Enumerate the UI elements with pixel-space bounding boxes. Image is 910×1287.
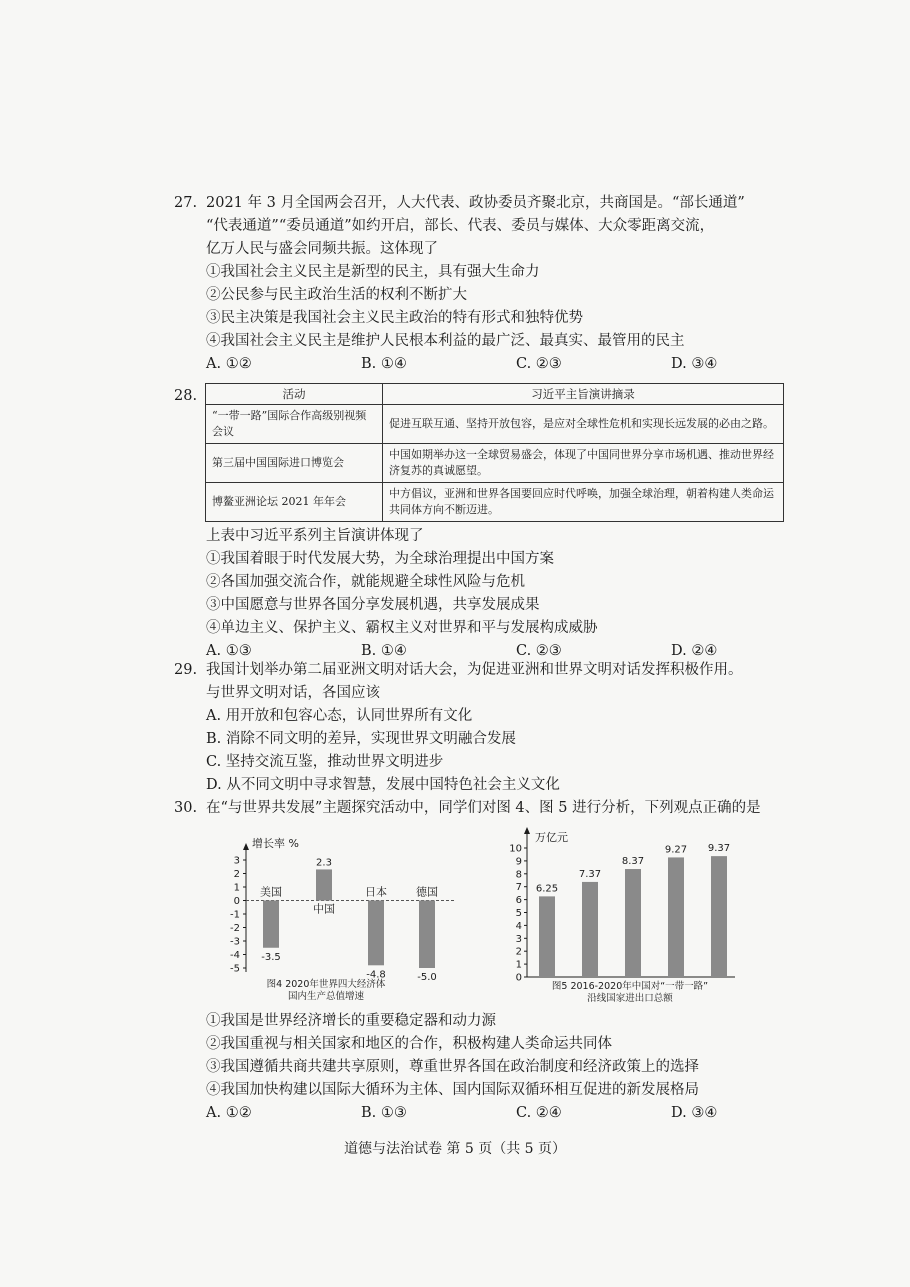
statement: ④我国社会主义民主是维护人民根本利益的最广泛、最真实、最管用的民主 — [206, 333, 685, 349]
option-a[interactable]: A. ①② — [206, 1105, 252, 1121]
table-cell: 博鳌亚洲论坛 2021 年年会 — [206, 483, 383, 522]
table-cell: 中方倡议，亚洲和世界各国要回应时代呼唤，加强全球治理，朝着构建人类命运共同体方向不断迈进。 — [383, 483, 784, 522]
speech-table — [205, 383, 784, 522]
page-footer: 道德与法治试卷 第 5 页（共 5 页） — [343, 1141, 567, 1157]
y-tick-label: 3 — [515, 933, 522, 945]
table-cell: 中国如期举办这一全球贸易盛会，体现了中国同世界分享市场机遇、推动世界经济复苏的真诚愿望。 — [383, 444, 784, 483]
option-a[interactable]: A. 用开放和包容心态，认同世界所有文化 — [206, 708, 473, 724]
statement: ④单边主义、保护主义、霸权主义对世界和平与发展构成威胁 — [206, 620, 598, 636]
question-30 — [174, 797, 834, 820]
option-b[interactable]: B. ①③ — [361, 1105, 407, 1121]
statement: ③中国愿意与世界各国分享发展机遇，共享发展成果 — [206, 597, 540, 613]
y-tick-label: 10 — [509, 843, 522, 855]
value-label: 7.37 — [578, 868, 602, 880]
y-tick-label: 5 — [515, 908, 522, 919]
question-stem: 在“与世界共发展”主题探究活动中，同学们对图 4、图 5 进行分析，下列观点正确的是 — [206, 800, 761, 816]
value-label: 2.3 — [316, 857, 332, 869]
table-row — [206, 444, 784, 483]
option-d[interactable]: D. ③④ — [671, 1105, 718, 1121]
table-cell: 促进互联互通、坚持开放包容，是应对全球性危机和实现长远发展的必由之路。 — [383, 405, 784, 444]
statement: ③民主决策是我国社会主义民主政治的特有形式和独特优势 — [206, 310, 583, 326]
chart-title: 图4 2020年世界四大经济体 — [266, 979, 386, 990]
option-b[interactable]: B. ①④ — [361, 356, 407, 372]
question-stem: 亿万人民与盛会同频共振。这体现了 — [206, 241, 438, 257]
figure-5-trade-chart — [505, 822, 755, 1010]
question-29 — [174, 659, 834, 797]
question-27 — [174, 192, 834, 376]
options — [174, 1102, 834, 1125]
value-label: 6.25 — [535, 883, 559, 895]
question-number: 28. — [174, 388, 198, 404]
y-tick-label: 9 — [515, 856, 522, 868]
y-tick-label: 0 — [233, 896, 240, 907]
question-stem: 我国计划举办第二届亚洲文明对话大会，为促进亚洲和世界文明对话发挥积极作用。 — [206, 662, 743, 678]
y-axis-label: 万亿元 — [535, 831, 568, 844]
value-label: -3.5 — [261, 951, 281, 963]
question-30-body — [174, 1010, 834, 1125]
option-b[interactable]: B. ①④ — [361, 643, 407, 659]
y-tick-label: 3 — [233, 855, 240, 867]
question-number: 29. — [174, 662, 198, 678]
category-label: 美国 — [260, 885, 282, 899]
statement: ③我国遵循共商共建共享原则，尊重世界各国在政治制度和经济政策上的选择 — [206, 1059, 699, 1075]
value-label: -5.0 — [417, 972, 437, 983]
y-tick-label: -2 — [230, 923, 240, 934]
question-28 — [174, 525, 834, 663]
option-a[interactable]: A. ①② — [206, 356, 252, 372]
option-b[interactable]: B. 消除不同文明的差异，实现世界文明融合发展 — [206, 731, 516, 747]
option-c[interactable]: C. 坚持交流互鉴，推动世界文明进步 — [206, 754, 444, 770]
options — [174, 353, 834, 376]
bar-美国 — [263, 901, 279, 948]
table-cell: “一带一路”国际合作高级别视频会议 — [206, 405, 383, 444]
y-tick-label: -4 — [230, 950, 240, 961]
option-d[interactable]: D. ②④ — [671, 643, 718, 659]
option-a[interactable]: A. ①③ — [206, 643, 252, 659]
option-c[interactable]: C. ②③ — [516, 356, 562, 372]
y-tick-label: 4 — [515, 920, 522, 932]
statement: ④我国加快构建以国际大循环为主体、国内国际双循环相互促进的新发展格局 — [206, 1082, 699, 1098]
y-tick-label: 8 — [515, 869, 522, 881]
bar-德国 — [419, 901, 435, 969]
category-label: 中国 — [313, 902, 335, 916]
value-label: -4.8 — [366, 969, 386, 981]
option-c[interactable]: C. ②③ — [516, 643, 562, 659]
y-axis-arrow — [524, 827, 530, 834]
value-label: 9.37 — [707, 843, 731, 855]
option-d[interactable]: D. ③④ — [671, 356, 718, 372]
statement: ②公民参与民主政治生活的权利不断扩大 — [206, 287, 467, 303]
y-tick-label: 0 — [515, 972, 522, 984]
statement: ②我国重视与相关国家和地区的合作，积极构建人类命运共同体 — [206, 1036, 612, 1052]
y-tick-label: 2 — [515, 946, 522, 958]
y-tick-label: 6 — [515, 895, 522, 907]
category-label: 德国 — [416, 885, 438, 899]
bar-中国 — [316, 869, 332, 900]
y-tick-label: 1 — [515, 959, 522, 971]
chart-title: 图5 2016-2020年中国对“一带一路” — [551, 981, 709, 992]
y-tick-label: 2 — [233, 869, 240, 880]
table-row — [206, 405, 784, 444]
table-row — [206, 483, 784, 522]
question-stem: 2021 年 3 月全国两会召开，人大代表、政协委员齐聚北京，共商国是。“部长通道” — [206, 195, 745, 211]
table-header: 习近平主旨演讲摘录 — [383, 384, 784, 405]
option-c[interactable]: C. ②④ — [516, 1105, 562, 1121]
bar-2016 — [539, 896, 555, 977]
y-tick-label: 7 — [515, 882, 522, 894]
statement: ①我国着眼于时代发展大势，为全球治理提出中国方案 — [206, 551, 554, 567]
question-stem: 与世界文明对话，各国应该 — [206, 685, 380, 701]
table-cell: 第三届中国国际进口博览会 — [206, 444, 383, 483]
y-tick-label: -5 — [230, 963, 240, 975]
y-tick-label: -3 — [230, 936, 240, 948]
y-axis-label: 增长率 % — [252, 837, 299, 850]
y-tick-label: 1 — [233, 882, 240, 894]
y-axis-arrow — [243, 843, 249, 850]
option-d[interactable]: D. 从不同文明中寻求智慧，发展中国特色社会主义文化 — [206, 777, 560, 793]
chart-title: 沿线国家进出口总额 — [587, 993, 673, 1004]
statement: ①我国社会主义民主是新型的民主，具有强大生命力 — [206, 264, 540, 280]
statement: ②各国加强交流合作，就能规避全球性风险与危机 — [206, 574, 525, 590]
bar-2018 — [625, 869, 641, 977]
question-number: 30. — [174, 800, 198, 816]
bar-2020 — [711, 856, 727, 977]
table-header: 活动 — [206, 384, 383, 405]
question-number: 27. — [174, 195, 198, 211]
bar-2017 — [582, 882, 598, 977]
chart-title: 国内生产总值增速 — [287, 991, 365, 1002]
value-label: 8.37 — [621, 856, 645, 868]
figure-4-growth-chart — [226, 830, 476, 1010]
statement: ①我国是世界经济增长的重要稳定器和动力源 — [206, 1013, 496, 1029]
question-stem: “代表通道”“委员通道”如约开启，部长、代表、委员与媒体、大众零距离交流， — [206, 218, 715, 234]
y-tick-label: -1 — [230, 909, 240, 921]
bar-2019 — [668, 857, 684, 977]
category-label: 日本 — [365, 885, 387, 899]
value-label: 9.27 — [664, 844, 688, 856]
bar-日本 — [368, 901, 384, 966]
question-stem: 上表中习近平系列主旨演讲体现了 — [206, 528, 424, 544]
